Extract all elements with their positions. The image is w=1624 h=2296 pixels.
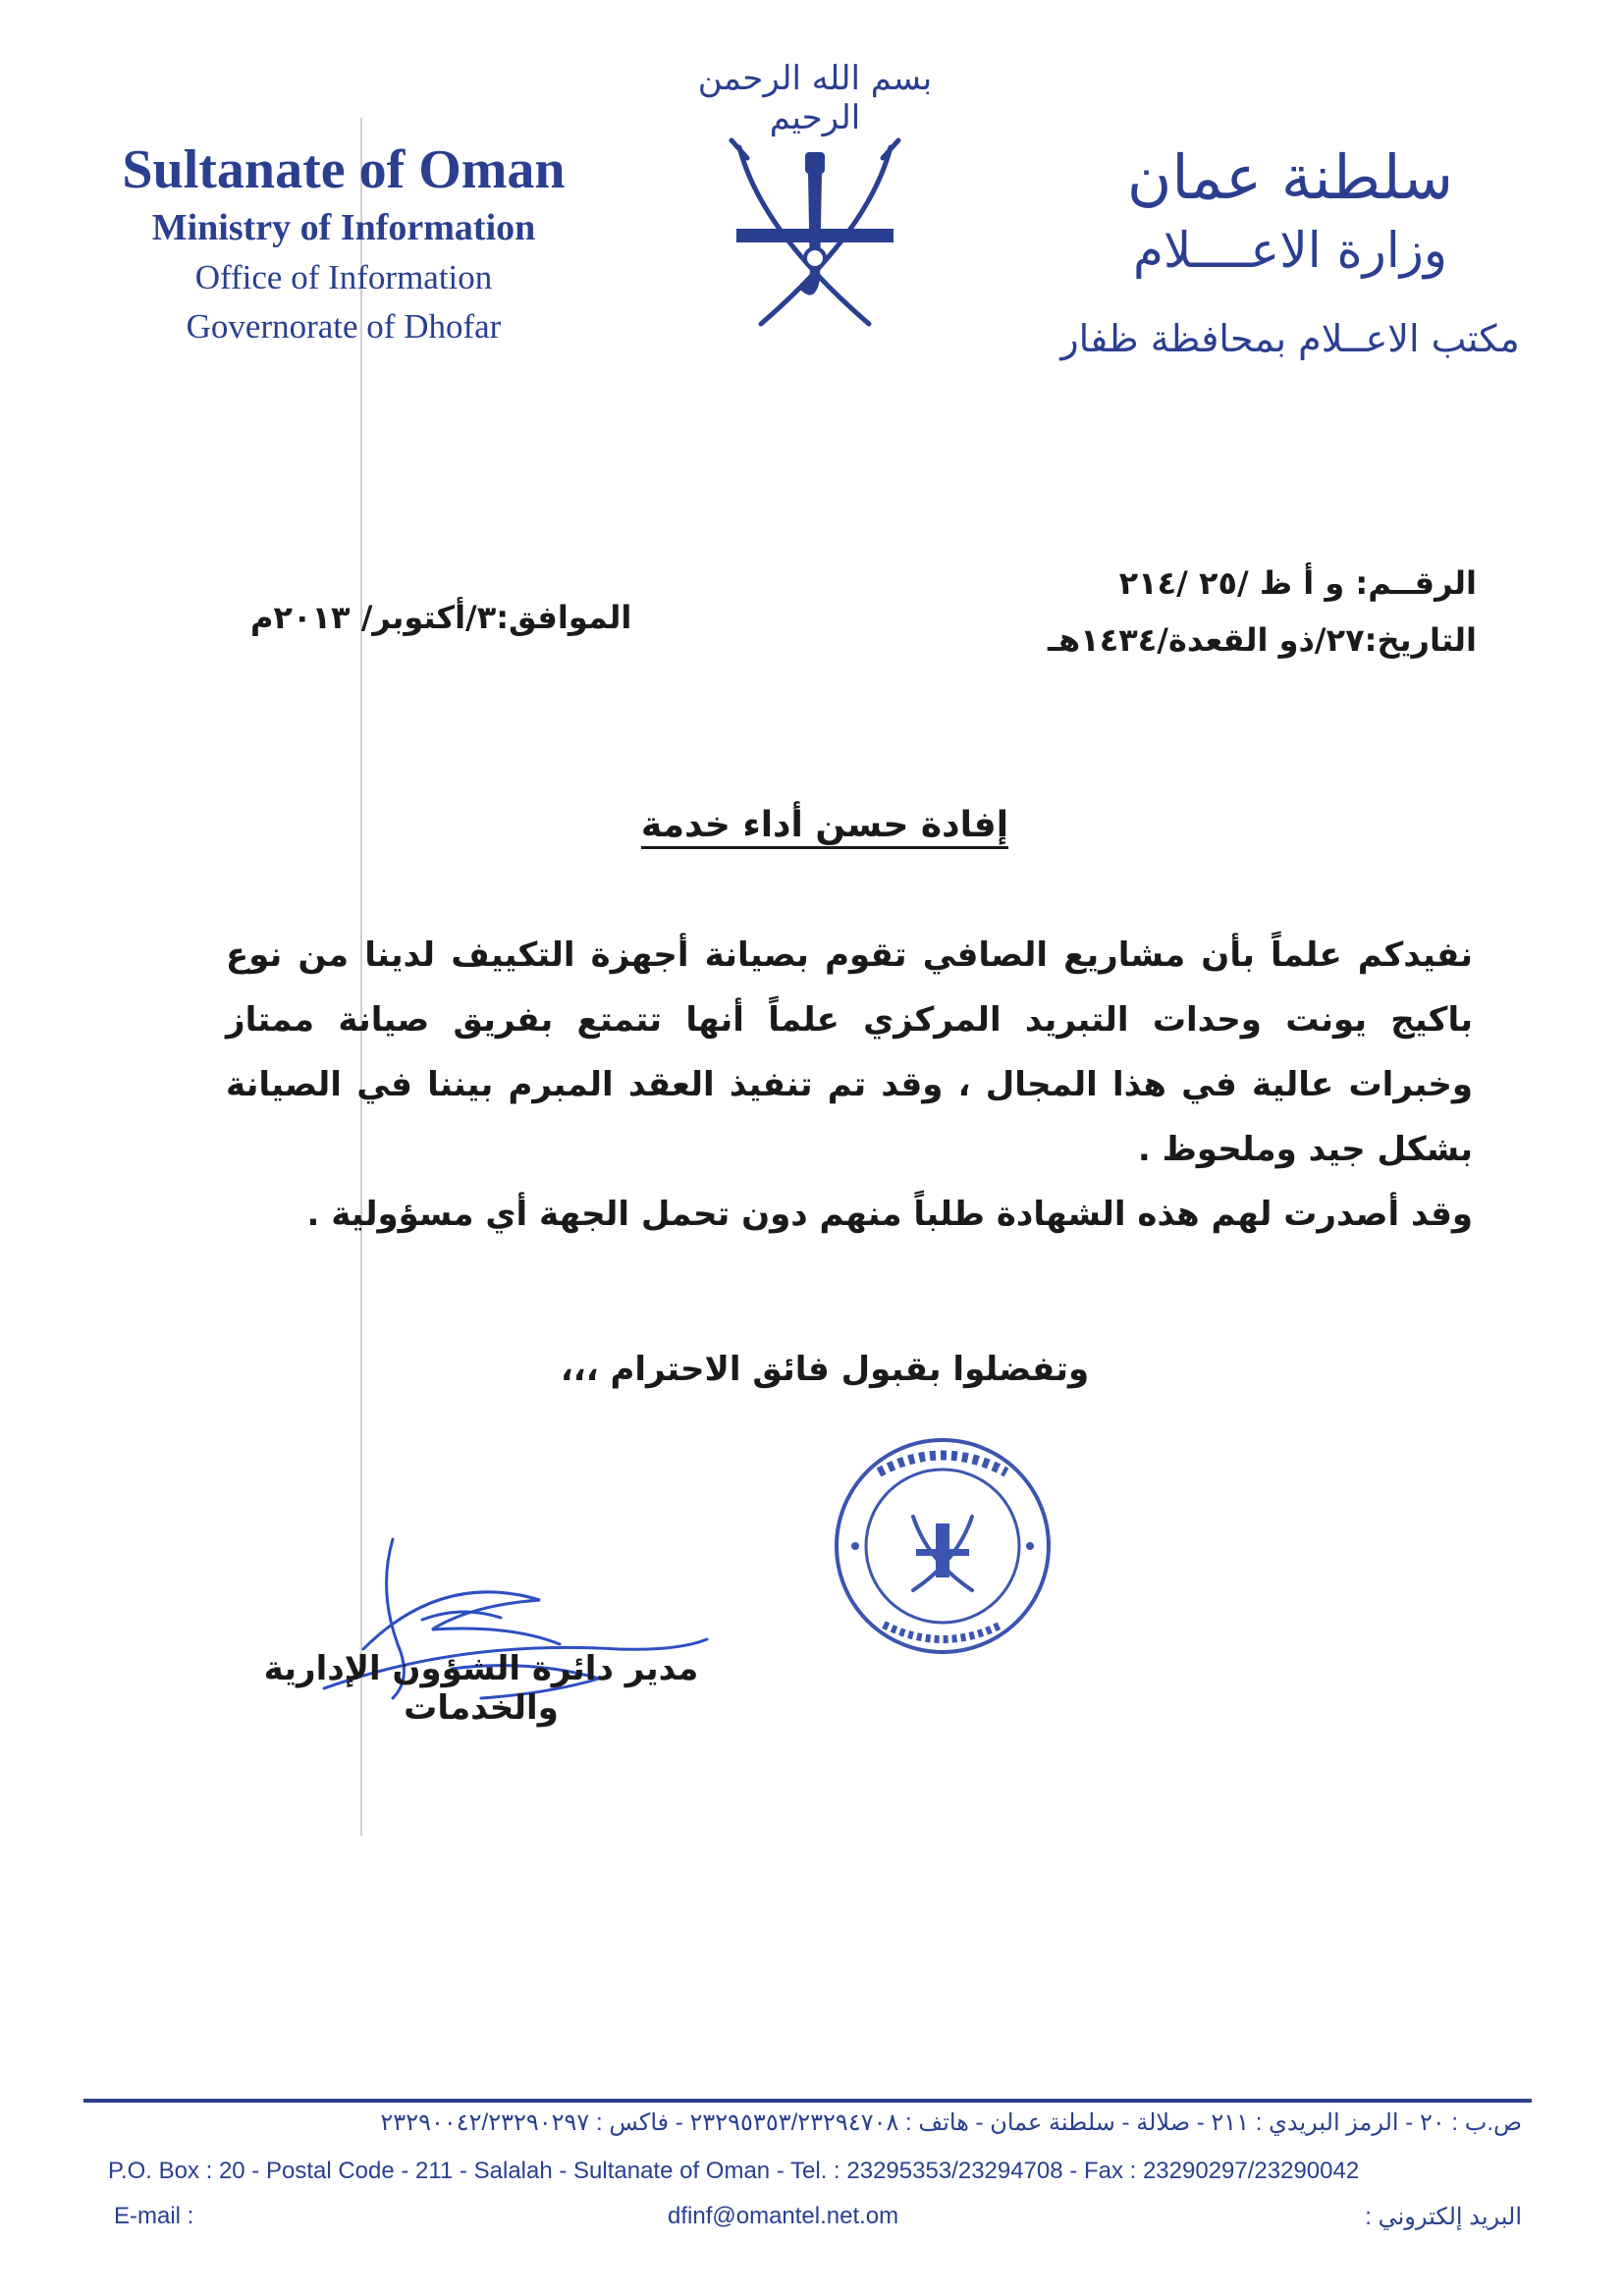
- ministry-name-ar: وزارة الاعــــلام: [1132, 222, 1448, 279]
- office-name-ar: مكتب الاعــلام بمحافظة ظفار: [1060, 317, 1520, 360]
- hijri-date: التاريخ:٢٧/ذو القعدة/١٤٣٤هـ: [1048, 621, 1477, 659]
- footer-address-ar: ص.ب : ٢٠ - الرمز البريدي : ٢١١ - صلالة - سلطنة عمان - هاتف : ٢٣٢٩٥٣٥٣/٢٣٢٩٤٧٠٨ - فاكس : ٢٣٢٩٠٠٤٢/٢٣٢٩٠٢٩٧: [380, 2109, 1522, 2136]
- letter-subject: [589, 805, 1060, 845]
- org-name-en: Sultanate of Oman: [122, 139, 566, 200]
- gregorian-date: الموافق:٣/أكتوبر/ ٢٠١٣م: [250, 599, 632, 636]
- office-name-en: Office of Information: [194, 258, 493, 296]
- email-label: E-mail :: [114, 2203, 194, 2229]
- official-seal-stamp: [830, 1433, 1056, 1659]
- letterhead-english: [79, 137, 609, 351]
- reference-number: الرقــم: و أ ظ /٢٥ /٢١٤: [1118, 564, 1477, 602]
- oman-national-emblem-icon: [722, 133, 908, 339]
- letterhead-arabic: [1035, 137, 1545, 360]
- signer-title: مدير دائرة الشؤون الإدارية والخدمات: [263, 1649, 699, 1728]
- ministry-name-en: Ministry of Information: [151, 207, 536, 248]
- org-name-ar: سلطنة عمان: [1126, 141, 1454, 213]
- footer-address-en: P.O. Box : 20 - Postal Code - 211 - Salalah - Sultanate of Oman - Tel. : 23295353/23294708 - Fax : 23290297/23290042: [108, 2158, 1360, 2184]
- governorate-name-en: Governorate of Dhofar: [186, 307, 502, 346]
- body-paragraph-1: نفيدكم علماً بأن مشاريع الصافي تقوم بصيانة أجهزة التكييف لدينا من نوع باكيج يونت وحدات التبريد المركزي علماً أنها تتمتع بفريق صيانة ممتاز وخبرات عالية في هذا المجال ، وقد تم تنفيذ العقد المبرم بيننا في الصيانة بشكل جيد وملحوظ .: [226, 935, 1473, 1169]
- body-paragraph-2: وقد أصدرت لهم هذه الشهادة طلباً منهم دون تحمل الجهة أي مسؤولية .: [306, 1195, 1473, 1234]
- reference-block: [1048, 555, 1477, 668]
- email-label-ar: البريد إلكتروني :: [1365, 2204, 1522, 2230]
- letter-body: [226, 923, 1473, 1247]
- email-address: dfinf@omantel.net.om: [668, 2203, 899, 2229]
- basmala: بسم الله الرحمن الرحيم: [697, 59, 933, 137]
- footer-divider: [83, 2099, 1532, 2103]
- closing-phrase: وتفضلوا بقبول فائق الاحترام ،،،: [560, 1350, 1090, 1389]
- subject-text: إفادة حسن أداء خدمة: [640, 805, 1009, 845]
